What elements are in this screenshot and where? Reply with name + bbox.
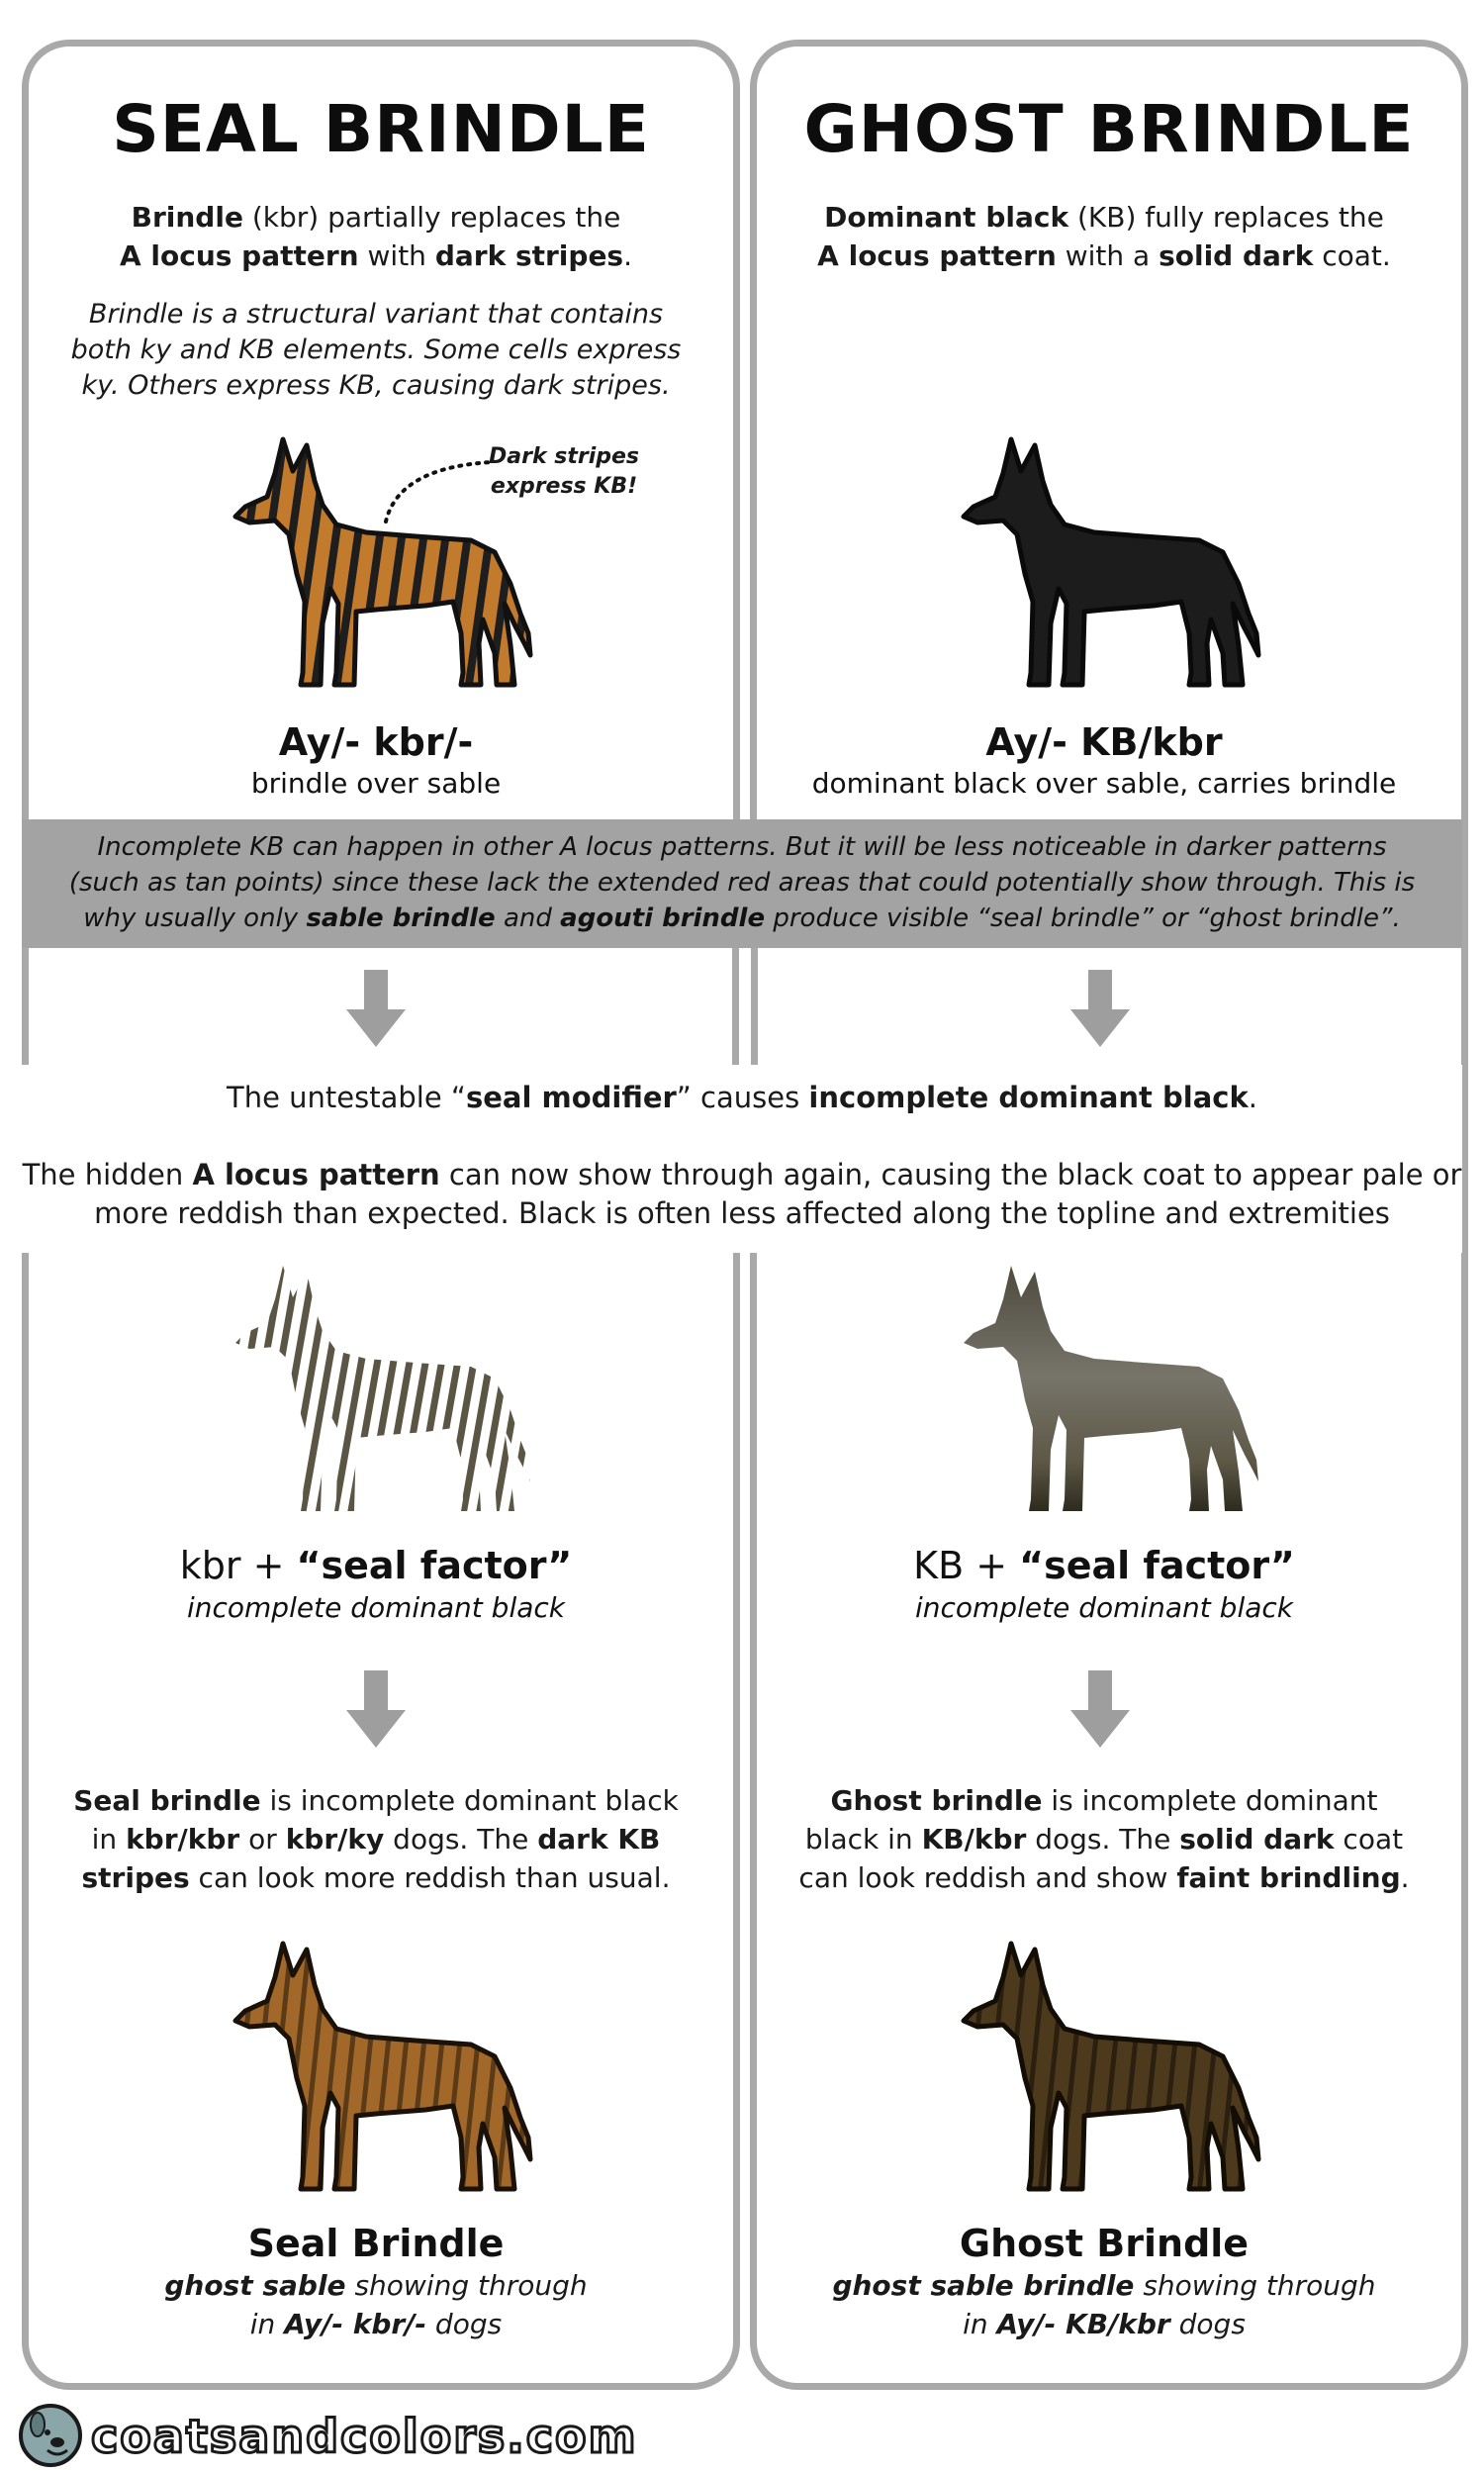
left-intro: Brindle (kbr) partially replaces the A locus pattern with dark stripes. bbox=[119, 201, 633, 272]
right-title: GHOST BRINDLE bbox=[803, 91, 1415, 167]
info-banner: Incomplete KB can happen in other A locus patterns. But it will be less noticeable in darker patterns (such as tan points) since these lack the extended red areas that could potentially show through. This is why usually only sable brindle and agouti brindle produce visible “seal brindle” or “ghost brindle”. bbox=[22, 819, 1462, 948]
arrow-down-icon bbox=[1070, 970, 1130, 1047]
right-final-sub: ghost sable brindle showing through in Ay/- KB/kbr dogs bbox=[832, 2269, 1376, 2340]
divider-line-right bbox=[751, 948, 758, 1065]
left-final-sub: ghost sable showing through in Ay/- kbr/- dogs bbox=[164, 2269, 588, 2340]
left-final-title: Seal Brindle bbox=[247, 2222, 505, 2265]
callout-text: Dark stripes express KB! bbox=[488, 444, 639, 499]
right-genotype: Ay/- KB/kbr bbox=[985, 720, 1223, 764]
arrow-down-icon bbox=[1070, 1670, 1130, 1748]
right-result-text: Ghost brindle is incomplete dominant black in KB/kbr dogs. The solid dark coat can look reddish and show faint brindling. bbox=[798, 1784, 1410, 1894]
right-factor-sub: incomplete dominant black bbox=[914, 1591, 1294, 1624]
left-description: Brindle is a structural variant that contains both ky and KB elements. Some cells express ky. Others express KB, causing dark stripes. bbox=[70, 299, 682, 401]
left-title: SEAL BRINDLE bbox=[112, 91, 650, 167]
seal-brindle-faded-dog-illustration bbox=[228, 1252, 544, 1529]
black-dog-illustration bbox=[956, 426, 1272, 703]
right-intro: Dominant black (KB) fully replaces the A locus pattern with a solid dark coat. bbox=[817, 201, 1391, 272]
right-final-title: Ghost Brindle bbox=[959, 2222, 1250, 2265]
seal-modifier-text: The untestable “seal modifier” causes incomplete dominant black. bbox=[227, 1081, 1257, 1114]
left-genotype: Ay/- kbr/- bbox=[278, 720, 474, 764]
seal-brindle-dog-illustration bbox=[228, 1930, 544, 2207]
divider-line-left bbox=[732, 948, 739, 1065]
dog-face-logo-icon bbox=[18, 2403, 83, 2468]
right-genotype-sub: dominant black over sable, carries brindle bbox=[811, 767, 1397, 800]
arrow-down-icon bbox=[346, 970, 406, 1047]
hidden-pattern-text: The hidden A locus pattern can now show through again, causing the black coat to appear pale or more reddish than expected. Black is often less affected along the topline and extremities bbox=[22, 1158, 1462, 1230]
site-logo-text[interactable]: coatsandcolors.com bbox=[91, 2410, 638, 2463]
left-genotype-sub: brindle over sable bbox=[250, 767, 502, 800]
left-result-text: Seal brindle is incomplete dominant black in kbr/kbr or kbr/ky dogs. The dark KB stripes can look more reddish than usual. bbox=[73, 1784, 679, 1894]
ghost-faded-dog-illustration bbox=[956, 1252, 1272, 1529]
ghost-brindle-dog-illustration bbox=[956, 1930, 1272, 2207]
left-factor: kbr + “seal factor” bbox=[179, 1544, 573, 1587]
arrow-down-icon bbox=[346, 1670, 406, 1748]
left-factor-sub: incomplete dominant black bbox=[186, 1591, 566, 1624]
right-factor: KB + “seal factor” bbox=[913, 1544, 1295, 1587]
